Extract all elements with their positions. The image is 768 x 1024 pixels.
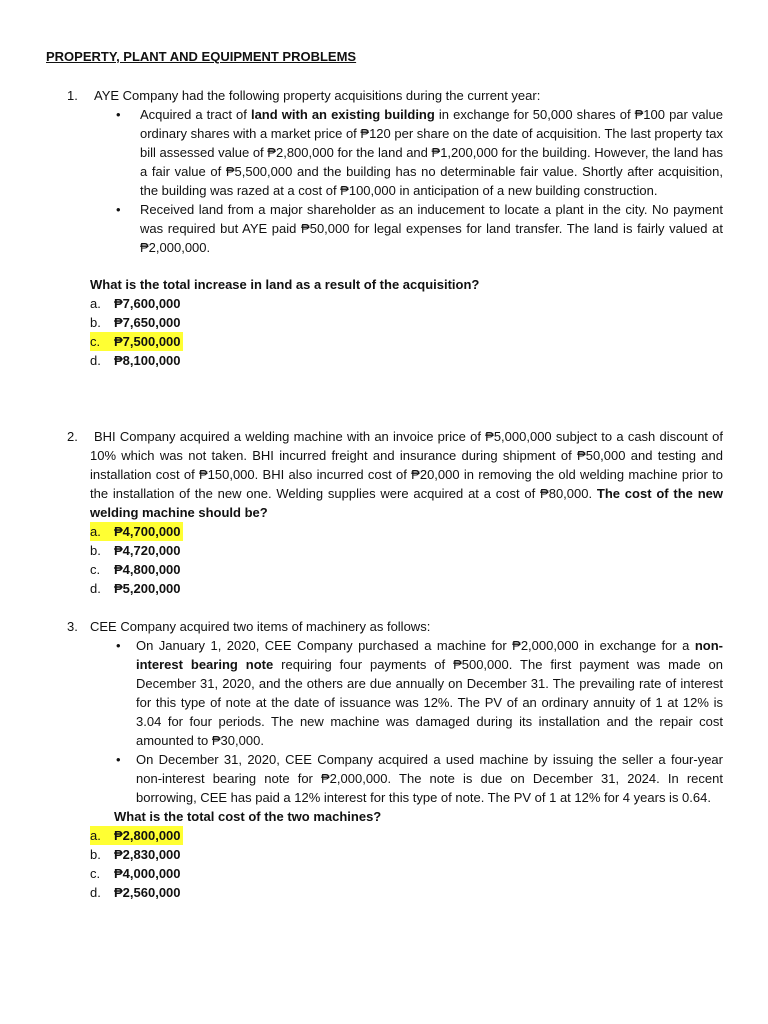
choice-item: d. ₱2,560,000: [90, 885, 181, 900]
bullet-item: • Received land from a major shareholder as an inducement to locate a plant in the city. No payment was required but AYE paid ₱50,000 for legal expenses for land transfer. The land is fairly valued at ₱2,000,000.: [68, 200, 723, 257]
bold-phrase: non-interest bearing note: [136, 638, 723, 672]
bullet-item: • On January 1, 2020, CEE Company purchased a machine for ₱2,000,000 in exchange for a non-interest bearing note requiring four payments of ₱500,000. The first payment was made on December 31, 2020, and the others are due annually on December 31. The prevailing rate of interest for this type of note at the date of issuance was 12%. The PV of an ordinary annuity of 1 at 12% is 3.04 for four periods. The new machine was damaged during its installation and the repair cost amounted to ₱30,000.: [68, 636, 723, 750]
choice-item-highlighted: a. ₱2,800,000: [90, 828, 181, 843]
choice-item: b. ₱7,650,000: [90, 315, 181, 330]
question-3: [68, 617, 723, 902]
choice-item: d. ₱8,100,000: [90, 353, 181, 368]
question-number: 3.: [67, 619, 78, 634]
bullet-list: [68, 636, 723, 807]
bullet-item: • Acquired a tract of land with an existing building in exchange for 50,000 shares of ₱100 par value ordinary shares with a market price of ₱120 per share on the date of acquisition. The last property tax bill assessed value of ₱2,800,000 for the land and ₱1,200,000 for the building. However, the land has a fair value of ₱5,500,000 and the building has no determinable fair value. Shortly after acquisition, the building was razed at a cost of ₱100,000 in anticipation of a new building construction.: [68, 105, 723, 200]
choice-item: d. ₱5,200,000: [90, 581, 181, 596]
choice-item-highlighted: c. ₱7,500,000: [90, 334, 181, 349]
bold-phrase: land with an existing building: [250, 107, 435, 122]
question-prompt: What is the total cost of the two machines?: [114, 809, 382, 824]
question-body: BHI Company acquired a welding machine with an invoice price of ₱5,000,000 subject to a cash discount of 10% which was not taken. BHI incurred freight and insurance during shipment of ₱50,000 and testing and installation cost of ₱150,000. BHI also incurred cost of ₱20,000 in removing the old welding machine prior to the installation of the new one. Welding supplies were acquired at a cost of ₱80,000. The cost of the new welding machine should be?: [90, 429, 723, 520]
choice-item-highlighted: a. ₱4,700,000: [90, 524, 181, 539]
question-intro: CEE Company acquired two items of machinery as follows:: [90, 619, 431, 634]
bullet-list: [68, 105, 723, 257]
question-1: [68, 86, 723, 370]
choice-item: a. ₱7,600,000: [90, 296, 181, 311]
question-prompt: What is the total increase in land as a result of the acquisition?: [90, 277, 480, 292]
choice-list: [68, 294, 723, 370]
question-2: [68, 427, 723, 598]
choice-list: [68, 522, 723, 598]
bullet-item: • On December 31, 2020, CEE Company acquired a used machine by issuing the seller a four-year non-interest bearing note for ₱2,000,000. The note is due on December 31, 2024. In recent borrowing, CEE has paid a 12% interest for this type of note. The PV of 1 at 12% for 4 years is 0.64.: [68, 750, 723, 807]
choice-item: b. ₱4,720,000: [90, 543, 181, 558]
question-number: 1.: [67, 88, 78, 103]
question-prompt: The cost of the new welding machine should be?: [90, 486, 723, 520]
question-number: 2.: [67, 429, 78, 444]
choice-item: b. ₱2,830,000: [90, 847, 181, 862]
question-intro: AYE Company had the following property acquisitions during the current year:: [94, 88, 541, 103]
choice-item: c. ₱4,800,000: [90, 562, 181, 577]
choice-list: [68, 826, 723, 902]
page-title: PROPERTY, PLANT AND EQUIPMENT PROBLEMS: [46, 49, 357, 64]
choice-item: c. ₱4,000,000: [90, 866, 181, 881]
